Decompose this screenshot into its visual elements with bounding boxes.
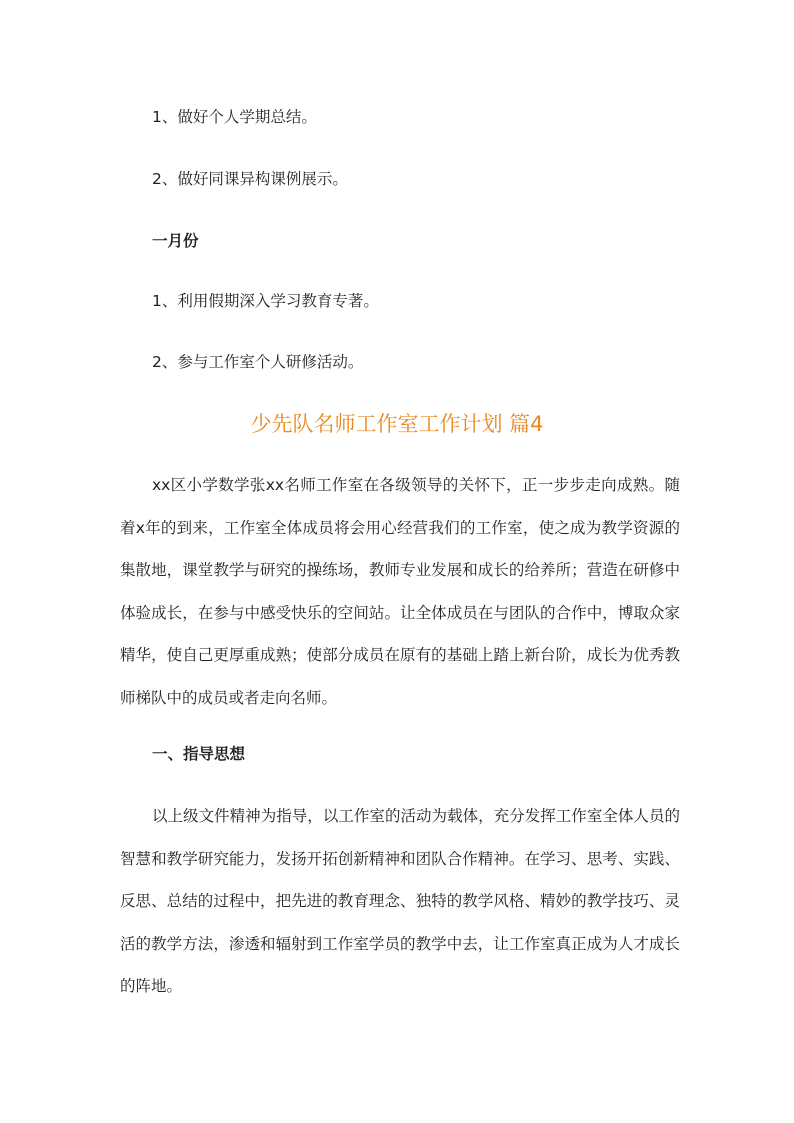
- page-title: 少先队名师工作室工作计划 篇4: [250, 412, 544, 436]
- list-item: 2、做好同课异构课例展示。: [152, 170, 348, 188]
- list-item: 2、参与工作室个人研修活动。: [152, 353, 364, 371]
- section-heading: 一、指导思想: [152, 745, 246, 763]
- intro-paragraph: xx区小学数学张xx名师工作室在各级领导的关怀下，正一步步走向成熟。随着x年的到来，工作室全体成员将会用心经营我们的工作室，使之成为教学资源的集散地，课堂教学与研究的操练场，教师专业发展和成长的给养所；营造在研修中体验成长，在参与中感受快乐的空间站。让全体成员在与团队的合作中，博取众家精华，使自己更厚重成熟；使部分成员在原有的基础上踏上新台阶，成长为优秀教师梯队中的成员或者走向名师。: [120, 476, 680, 707]
- section-paragraph: 以上级文件精神为指导，以工作室的活动为载体，充分发挥工作室全体人员的智慧和教学研究能力，发扬开拓创新精神和团队合作精神。在学习、思考、实践、反思、总结的过程中，把先进的教育理念、独特的教学风格、精妙的教学技巧、灵活的教学方法，渗透和辐射到工作室学员的教学中去，让工作室真正成为人才成长的阵地。: [120, 807, 680, 996]
- month-heading: 一月份: [152, 232, 199, 250]
- list-item: 1、利用假期深入学习教育专著。: [152, 292, 379, 310]
- list-item: 1、做好个人学期总结。: [152, 108, 317, 126]
